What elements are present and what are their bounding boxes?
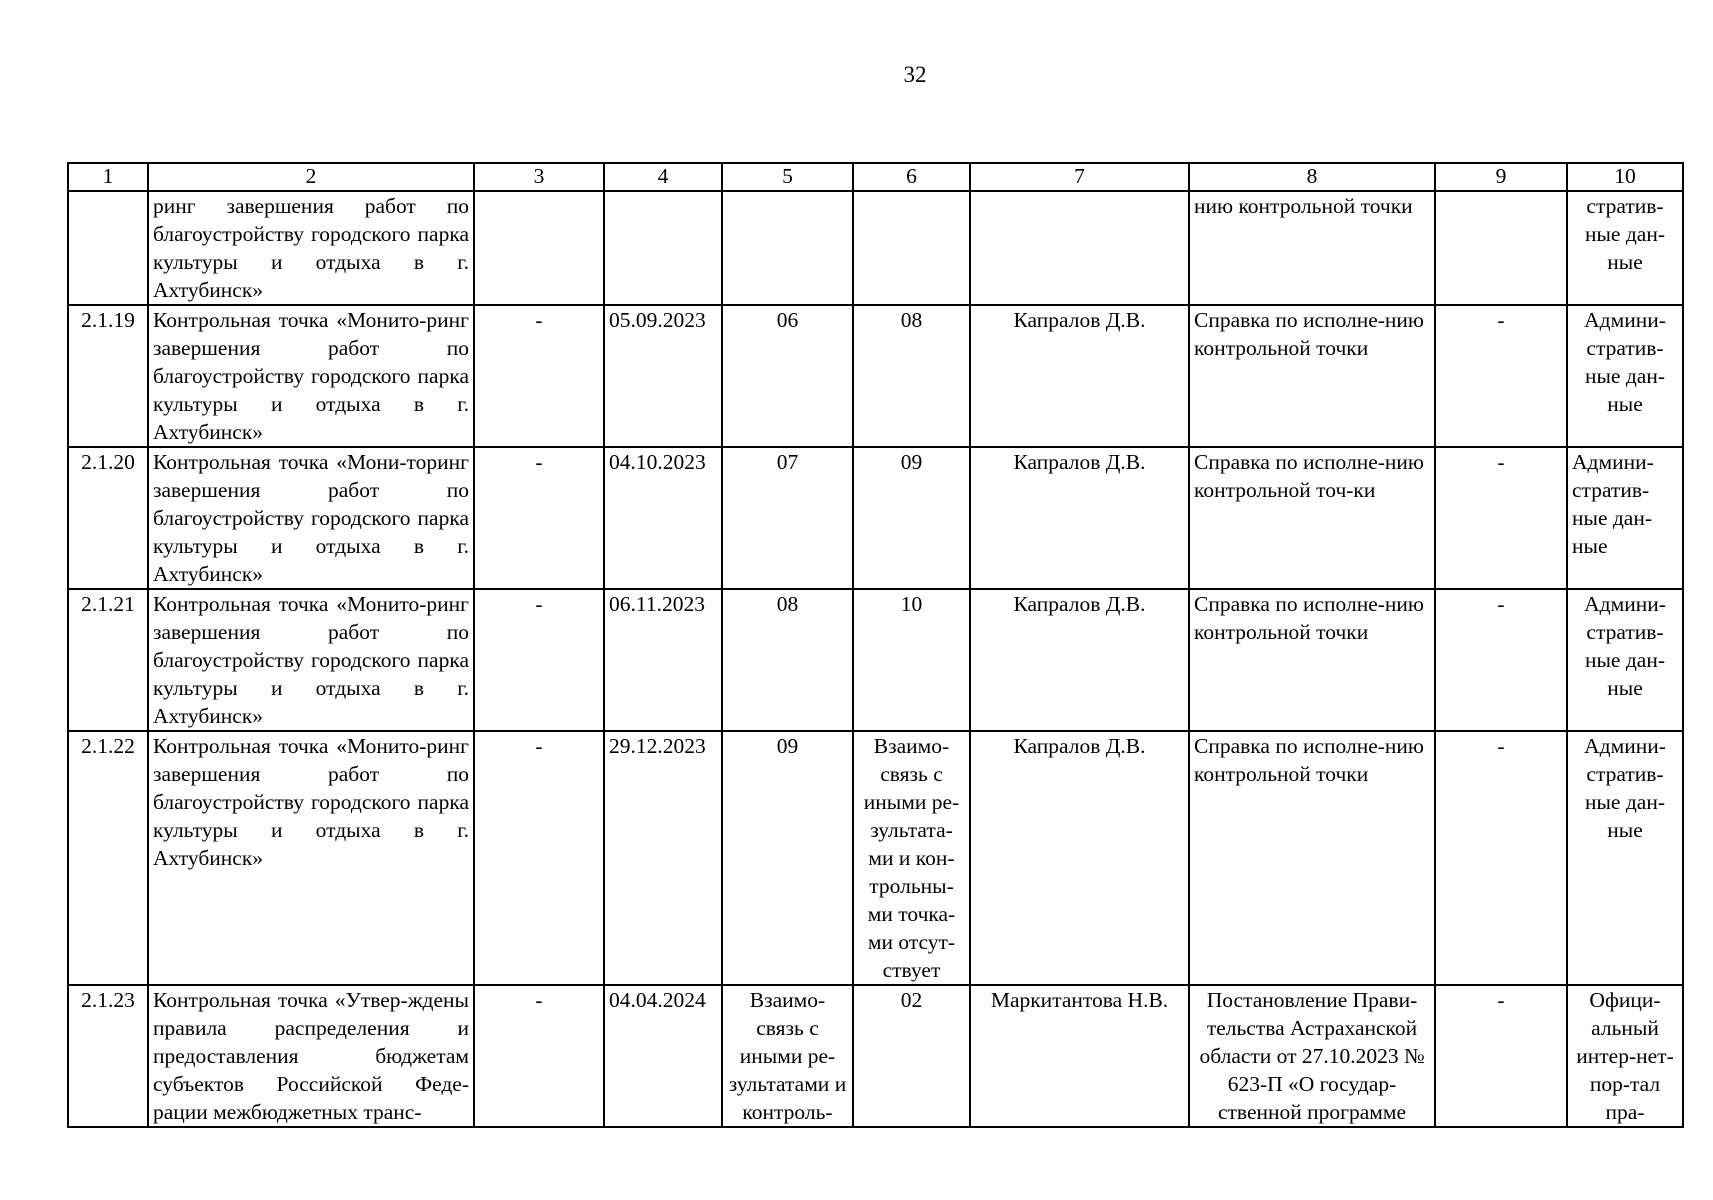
- document-cell: Справка по исполне-нию контрольной точки: [1189, 589, 1435, 731]
- cell-col6: [853, 191, 970, 305]
- column-header: 9: [1435, 163, 1567, 191]
- column-header: 10: [1567, 163, 1683, 191]
- source-cell: Офици-альный интер-нет-пор-тал пра-: [1567, 985, 1683, 1127]
- table-row: [68, 985, 1683, 1127]
- cell-col9: -: [1435, 731, 1567, 985]
- control-point-name: Контрольная точка «Монито-ринг завершения работ по благоустройству городского парка культуры и отдыха в г. Ахтубинск»: [148, 589, 474, 731]
- document-cell: нию контрольной точки: [1189, 191, 1435, 305]
- responsible-cell: Маркитантова Н.В.: [970, 985, 1189, 1127]
- table-row: [68, 731, 1683, 985]
- date-cell: 06.11.2023: [604, 589, 722, 731]
- source-cell: Админи-стратив-ные дан-ные: [1567, 589, 1683, 731]
- date-cell: 04.10.2023: [604, 447, 722, 589]
- cell-col6: 08: [853, 305, 970, 447]
- cell-col5: 09: [722, 731, 853, 985]
- page-number: 32: [903, 62, 927, 87]
- date-cell: 04.04.2024: [604, 985, 722, 1127]
- cell-col3: -: [474, 589, 604, 731]
- column-header: 8: [1189, 163, 1435, 191]
- table-row: [68, 589, 1683, 731]
- row-number: 2.1.20: [68, 447, 148, 589]
- cell-col3: -: [474, 447, 604, 589]
- cell-col5: 08: [722, 589, 853, 731]
- document-cell: Постановление Прави-тельства Астраханской области от 27.10.2023 № 623-П «О государ-ственной программе: [1189, 985, 1435, 1127]
- cell-col9: -: [1435, 305, 1567, 447]
- table-row: [68, 447, 1683, 589]
- control-point-name: Контрольная точка «Монито-ринг завершения работ по благоустройству городского парка культуры и отдыха в г. Ахтубинск»: [148, 305, 474, 447]
- document-cell: Справка по исполне-нию контрольной точки: [1189, 305, 1435, 447]
- responsible-cell: Капралов Д.В.: [970, 589, 1189, 731]
- cell-col5: 07: [722, 447, 853, 589]
- column-header: 7: [970, 163, 1189, 191]
- cell-col6: Взаимо-связь с иными ре-зультата-ми и кон-трольны-ми точка-ми отсут-ствует: [853, 731, 970, 985]
- cell-col3: -: [474, 985, 604, 1127]
- table-row: [68, 305, 1683, 447]
- column-header: 5: [722, 163, 853, 191]
- cell-col3: -: [474, 731, 604, 985]
- responsible-cell: Капралов Д.В.: [970, 305, 1189, 447]
- cell-col6: 10: [853, 589, 970, 731]
- column-header: 2: [148, 163, 474, 191]
- row-number: 2.1.22: [68, 731, 148, 985]
- control-point-name: Контрольная точка «Мони-торинг завершения работ по благоустройству городского парка культуры и отдыха в г. Ахтубинск»: [148, 447, 474, 589]
- control-point-name: Контрольная точка «Утвер-ждены правила распределения и предоставления бюджетам субъектов Российской Феде-рации межбюджетных транс-: [148, 985, 474, 1127]
- cell-col9: [1435, 191, 1567, 305]
- cell-col5: 06: [722, 305, 853, 447]
- date-cell: 29.12.2023: [604, 731, 722, 985]
- table-row: [68, 191, 1683, 305]
- row-number: 2.1.19: [68, 305, 148, 447]
- row-number: 2.1.23: [68, 985, 148, 1127]
- column-header: 6: [853, 163, 970, 191]
- date-cell: [604, 191, 722, 305]
- control-points-table: [67, 162, 1684, 1128]
- source-cell: стратив-ные дан-ные: [1567, 191, 1683, 305]
- cell-col6: 09: [853, 447, 970, 589]
- row-number: 2.1.21: [68, 589, 148, 731]
- source-cell: Админи-стратив-ные дан-ные: [1567, 305, 1683, 447]
- responsible-cell: Капралов Д.В.: [970, 731, 1189, 985]
- cell-col9: -: [1435, 985, 1567, 1127]
- document-cell: Справка по исполне-нию контрольной точ-ки: [1189, 447, 1435, 589]
- row-number: [68, 191, 148, 305]
- control-point-name: Контрольная точка «Монито-ринг завершения работ по благоустройству городского парка культуры и отдыха в г. Ахтубинск»: [148, 731, 474, 985]
- header-row: [68, 163, 1683, 191]
- date-cell: 05.09.2023: [604, 305, 722, 447]
- column-header: 4: [604, 163, 722, 191]
- cell-col6: 02: [853, 985, 970, 1127]
- control-point-name: ринг завершения работ по благоустройству городского парка культуры и отдыха в г. Ахтубинск»: [148, 191, 474, 305]
- cell-col9: -: [1435, 447, 1567, 589]
- column-header: 1: [68, 163, 148, 191]
- cell-col9: -: [1435, 589, 1567, 731]
- document-cell: Справка по исполне-нию контрольной точки: [1189, 731, 1435, 985]
- cell-col3: [474, 191, 604, 305]
- column-header: 3: [474, 163, 604, 191]
- responsible-cell: Капралов Д.В.: [970, 447, 1189, 589]
- cell-col5: Взаимо-связь с иными ре-зультатами и контроль-: [722, 985, 853, 1127]
- source-cell: Админи-стратив-ные дан-ные: [1567, 447, 1683, 589]
- source-cell: Админи-стратив-ные дан-ные: [1567, 731, 1683, 985]
- cell-col5: [722, 191, 853, 305]
- responsible-cell: [970, 191, 1189, 305]
- cell-col3: -: [474, 305, 604, 447]
